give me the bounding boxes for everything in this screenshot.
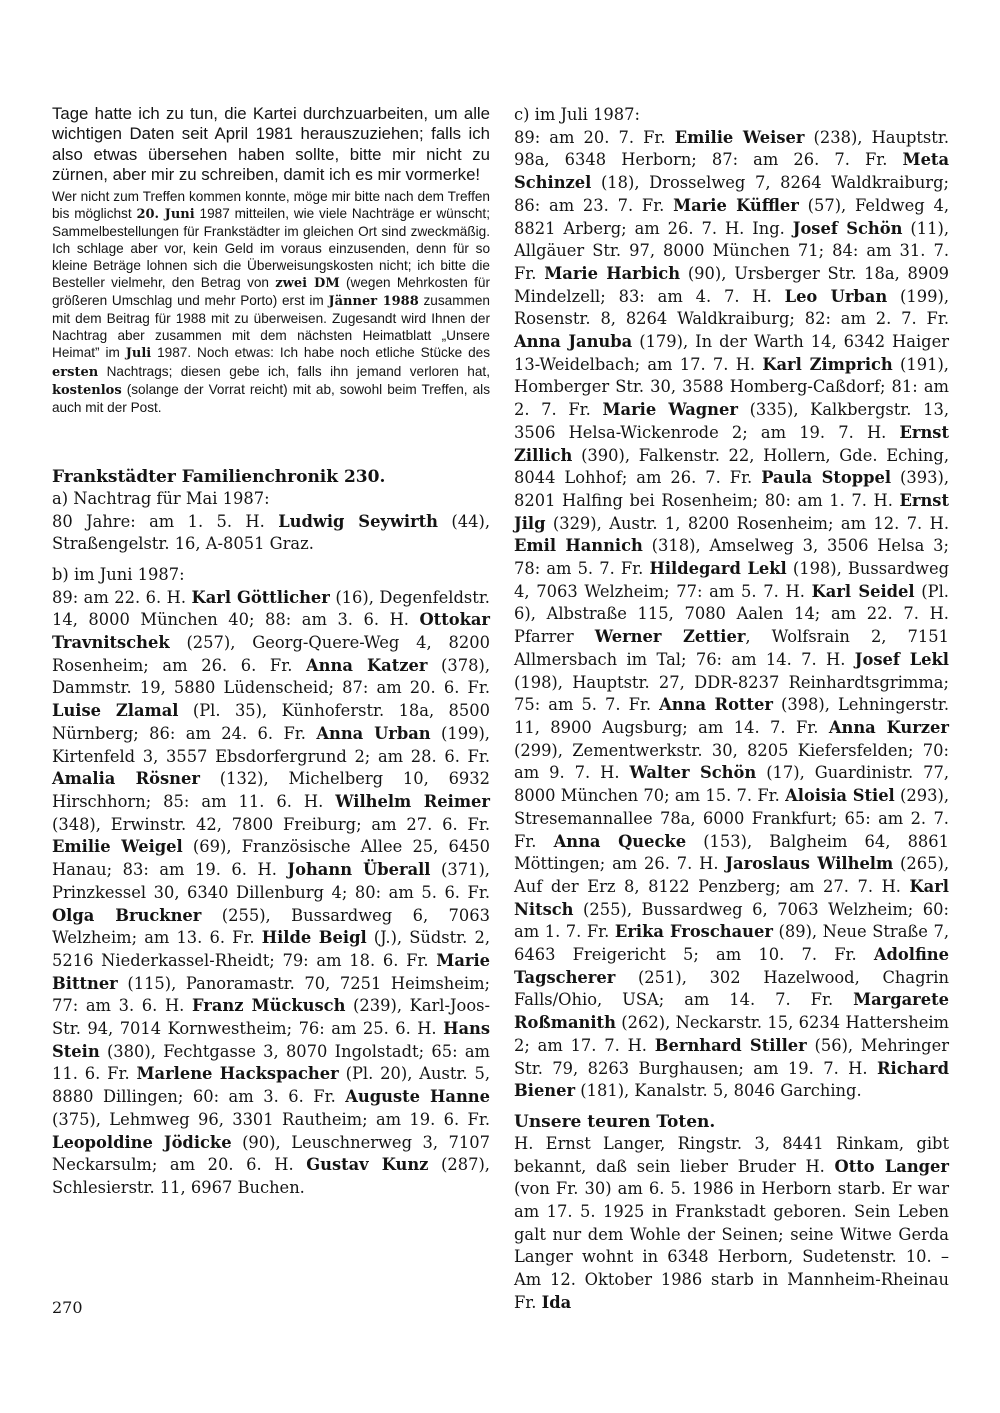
bold-name: Anna Quecke — [553, 831, 687, 851]
bold-name: Marie Harbich — [544, 263, 681, 283]
section-c-title: c) im Juli 1987: — [514, 105, 640, 124]
bold-name: Karl Göttlicher — [191, 587, 330, 607]
right-column — [514, 104, 949, 1315]
bold-name: Luise Zlamal — [52, 701, 179, 721]
bold-name: Anna Katzer — [306, 655, 428, 675]
bold-name: Hilde Beigl — [261, 928, 367, 948]
bold-name: Anna Rotter — [659, 695, 773, 715]
bold-name: Marlene Hackspacher — [136, 1064, 339, 1084]
section-c-entries: 89: am 20. 7. Fr. Emilie Weiser (238), Hauptstr. 98a, 6348 Herborn; 87: am 26. 7. Fr. Meta Schinzel (18), Drosselweg 7, 8264 Waldkraiburg; 86: am 23. 7. Fr. Marie Küffler (57), Feldweg 4, 8821 Arberg; am 26. 7. H. Ing. Josef Schön (11), Allgäuer Str. 97, 8000 München 71; 84: am 31. 7. Fr. Marie Harbich (90), Ursberger Str. 18a, 8909 Mindelzell; 83: am 4. 7. H. Leo Urban (199), Rosenstr. 8, 8264 Waldkraiburg; 82: am 2. 7. Fr. Anna Januba (179), In der Warth 14, 6342 Haiger 13-Weidelbach; am 17. 7. H. Karl Zimprich (191), Homberger Str. 30, 3588 Homberg-Caßdorf; 81: am 2. 7. Fr. Marie Wagner (335), Kalkbergstr. 13, 3506 Helsa-Wickenrode 2; am 19. 7. H. Ernst Zillich (390), Falkenstr. 22, Hollern, Gde. Eching, 8044 Lohhof; am 26. 7. Fr. Paula Stoppel (393), 8201 Halfing bei Rosenheim; 80: am 1. 7. H. Ernst Jilg (329), Austr. 1, 8200 Rosenheim; am 12. 7. H. Emil Hannich (318), Amselweg 3, 3506 Helsa 3; 78: am 5. 7. Fr. Hildegard Lekl (198), Bussardweg 4, 7063 Welzheim; 77: am 5. 7. H. Karl Seidel (Pl. 6), Albstraße 115, 7080 Aalen 14; am 22. 7. H. Pfarrer Werner Zettier, Wolfsrain 2, 7151 Allmersbach im Tal; 76: am 14. 7. H. Josef Lekl (198), Hauptstr. 27, DDR-8237 Reinhardtsgrimma; 75: am 5. 7. Fr. Anna Rotter (398), Lehningerstr. 11, 8900 Augsburg; am 14. 7. Fr. Anna Kurzer (299), Zementwerkstr. 30, 8205 Kiefersfelden; 70: am 9. 7. H. Walter Schön (17), Guardinistr. 77, 8000 München 70; am 15. 7. Fr. Aloisia Stiel (293), Stresemannallee 78a, 6000 Frankfurt; 65: am 2. 7. Fr. Anna Quecke (153), Balgheim 64, 8861 Möttingen; am 26. 7. H. Jaroslaus Wilhelm (265), Auf der Erz 8, 8122 Penzberg; am 27. 7. H. Karl Nitsch (255), Bussardweg 6, 7063 Welzheim; 60: am 1. 7. Fr. Erika Froschauer (89), Neue Straße 7, 6463 Freigericht 5; am 10. 7. Fr. Adolfine Tagscherer (251), 302 Hazelwood, Chagrin Falls/Ohio, USA; am 14. 7. Fr. Margarete Roßmanith (262), Neckarstr. 15, 6234 Hattersheim 2; am 17. 7. H. Bernhard Stiller (56), Mehringer Str. 79, 8263 Burghausen; am 19. 7. H. Richard Biener (181), Kanalstr. 5, 8046 Garching. — [514, 127, 950, 1101]
bold-name: Meta Schinzel — [514, 150, 949, 193]
chronicle-title: Frankstädter Familienchronik 230. — [52, 466, 386, 487]
bold-name: Ludwig Seywirth — [278, 511, 439, 531]
bold-name: Paula Stoppel — [761, 468, 892, 488]
bold-name: Emil Hannich — [514, 536, 643, 556]
bold-name: Adolfine Tagscherer — [514, 945, 949, 987]
bold-name: Karl Seidel — [811, 581, 915, 601]
bold-name: Franz Mückusch — [191, 996, 346, 1016]
intro-paragraph: Tage hatte ich zu tun, die Kartei durchzuarbeiten, um alle wichtigen Daten seit April 1981 herauszuziehen; falls ich also etwas übersehen haben sollte, bitte mir nicht zu zürnen, aber mir zu schreiben, damit ich es mir vormerke! — [52, 104, 490, 185]
supplement-notice: Wer nicht zum Treffen kommen konnte, möge mir bitte nach dem Treffen bis möglichst 20. Juni 1987 mitteilen, wie viele Nachträge er wünscht; Sammelbestellungen für Frankstädter im gleichen Ort sind zweckmäßig. Ich schlage aber vor, kein Geld im voraus einzusenden, denn für so kleine Beträge lohnen sich die Überweisungskosten nicht; ich bitte die Besteller vielmehr, den Betrag von zwei DM (wegen Mehrkosten für größeren Umschlag und mehr Porto) erst im Jänner 1988 zusammen mit dem Beitrag für 1988 mit zu überweisen. Zugesandt wird Ihnen der Nachtrag aber zusammen mit dem nächsten Heimatblatt „Unsere Heimat” im Juli 1987. Noch etwas: Ich habe noch etliche Stücke des ersten Nachtrags; diesen gebe ich, falls ihn jemand verloren hat, kostenlos (solange der Vorrat reicht) mit ab, sowohl beim Treffen, als auch mit der Post. — [52, 188, 490, 415]
obituary-title: Unsere teuren Toten. — [514, 1111, 716, 1132]
bold-name: Werner Zettier — [594, 627, 746, 647]
bold-name: Walter Schön — [629, 763, 757, 783]
bold-name: Ottokar Travnitschek — [52, 610, 490, 653]
bold-name: Marie Wagner — [602, 400, 738, 420]
bold-name: Jaroslaus Wilhelm — [725, 854, 894, 874]
bold-name: Amalia Rösner — [52, 769, 200, 789]
bold-name: Margarete Roßmanith — [514, 990, 949, 1033]
bold-name: Karl Zimprich — [762, 354, 893, 374]
bold-name: Karl Nitsch — [514, 876, 949, 919]
section-a-entries: 80 Jahre: am 1. 5. H. Ludwig Seywirth (44), Straßengelstr. 16, A-8051 Graz. — [52, 511, 491, 554]
bold-name: Ida — [541, 1292, 572, 1312]
bold-name: Hildegard Lekl — [649, 559, 787, 579]
bold-name: Erika Froschauer — [614, 922, 773, 942]
bold-name: Ernst Jilg — [514, 490, 949, 533]
bold-name: Otto Langer — [834, 1156, 949, 1176]
bold-name: Marie Küffler — [673, 195, 799, 215]
bold-name: Josef Lekl — [854, 649, 949, 669]
bold-name: Johann Überall — [287, 860, 431, 880]
section-b-title: b) im Juni 1987: — [52, 564, 185, 584]
bold-name: Auguste Hanne — [345, 1087, 490, 1107]
bold-name: Gustav Kunz — [306, 1155, 429, 1175]
left-column — [52, 104, 490, 1200]
bold-name: Leopoldine Jödicke — [52, 1132, 232, 1152]
bold-name: Aloisia Stiel — [785, 786, 895, 806]
bold-name: Wilhelm Reimer — [335, 791, 490, 811]
obituary-text: H. Ernst Langer, Ringstr. 3, 8441 Rinkam, gibt bekannt, daß sein lieber Bruder H. Otto Langer (von Fr. 30) am 6. 5. 1986 in Herborn starb. Er war am 17. 5. 1925 in Frankstadt geboren. Sein Leben galt nur dem Wohle der Seinen; seine Witwe Gerda Langer wohnt in 6348 Herborn, Sudetenstr. 10. – Am 12. Oktober 1986 starb in Mannheim-Rheinau Fr. Ida — [514, 1133, 949, 1312]
bold-name: Bernhard Stiller — [654, 1035, 807, 1055]
bold-name: Hans Stein — [52, 1019, 490, 1061]
section-b-entries: 89: am 22. 6. H. Karl Göttlicher (16), Degenfeldstr. 14, 8000 München 40; 88: am 3. 6. H. Ottokar Travnitschek (257), Georg-Quere-Weg 4, 8200 Rosenheim; am 26. 6. Fr. Anna Katzer (378), Dammstr. 19, 5880 Lüdenscheid; 87: am 20. 6. Fr. Luise Zlamal (Pl. 35), Künhoferstr. 18a, 8500 Nürnberg; 86: am 24. 6. Fr. Anna Urban (199), Kirtenfeld 3, 3557 Ebsdorfergrund 2; am 28. 6. Fr. Amalia Rösner (132), Michelberg 10, 6932 Hirschhorn; 85: am 11. 6. H. Wilhelm Reimer (348), Erwinstr. 42, 7800 Freiburg; am 27. 6. Fr. Emilie Weigel (69), Französische Allee 25, 6450 Hanau; 83: am 19. 6. H. Johann Überall (371), Prinzkessel 30, 6340 Dillenburg 4; 80: am 5. 6. Fr. Olga Bruckner (255), Bussardweg 6, 7063 Welzheim; am 13. 6. Fr. Hilde Beigl (J.), Südstr. 2, 5216 Niederkassel-Rheidt; 79: am 18. 6. Fr. Marie Bittner (115), Panoramastr. 70, 7251 Heimsheim; 77: am 3. 6. H. Franz Mückusch (239), Karl-Joos-Str. 94, 7014 Kornwestheim; 76: am 25. 6. H. Hans Stein (380), Fechtgasse 3, 8070 Ingolstadt; 65: am 11. 6. Fr. Marlene Hackspacher (Pl. 20), Austr. 5, 8880 Dillingen; 60: am 3. 6. Fr. Auguste Hanne (375), Lehmweg 96, 3301 Rautheim; am 19. 6. Fr. Leopoldine Jödicke (90), Leuschnerweg 3, 7107 Neckarsulm; am 20. 6. H. Gustav Kunz (287), Schlesierstr. 11, 6967 Buchen. — [52, 587, 491, 1197]
bold-name: Richard Biener — [514, 1058, 949, 1101]
bold-name: ersten — [52, 364, 99, 380]
bold-name: Anna Urban — [316, 723, 431, 743]
bold-name: Juli — [125, 346, 152, 362]
bold-name: Anna Januba — [514, 332, 633, 352]
bold-name: Emilie Weigel — [52, 837, 183, 857]
bold-name: Leo Urban — [784, 286, 888, 306]
bold-name: Anna Kurzer — [828, 717, 949, 737]
bold-name: Marie Bittner — [52, 950, 490, 993]
bold-name: kostenlos — [52, 382, 122, 398]
bold-name: zwei DM — [275, 276, 340, 292]
bold-name: Olga Bruckner — [52, 905, 202, 925]
bold-name: Ernst Zillich — [514, 422, 949, 465]
section-a-title: a) Nachtrag für Mai 1987: — [52, 488, 270, 508]
bold-name: Emilie Weiser — [674, 127, 805, 147]
bold-name: 20. Juni — [136, 206, 195, 222]
bold-name: Jänner 1988 — [328, 294, 419, 310]
page-number: 270 — [52, 1298, 83, 1317]
bold-name: Josef Schön — [792, 218, 903, 238]
